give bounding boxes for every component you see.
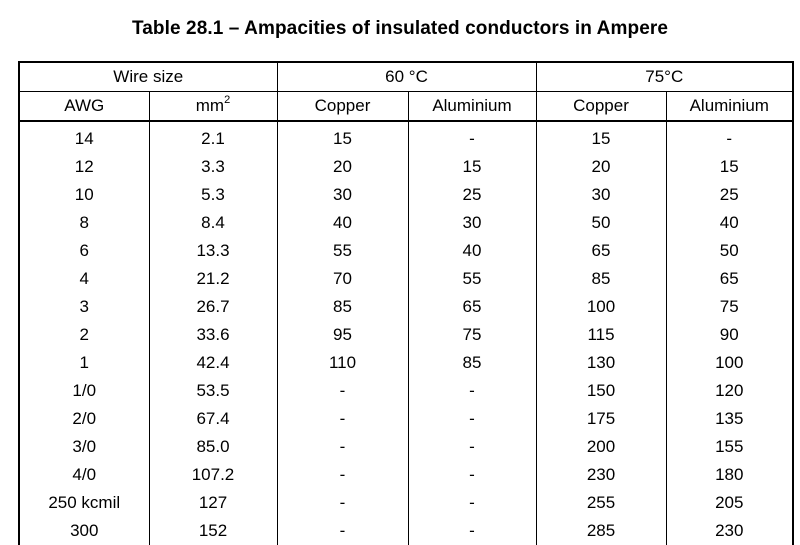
cell-aluminium-75: 100 [666, 349, 793, 377]
cell-awg: 6 [19, 237, 149, 265]
cell-copper-75: 130 [536, 349, 666, 377]
table-row [19, 489, 793, 517]
cell-awg: 3/0 [19, 433, 149, 461]
cell-aluminium-75: 75 [666, 293, 793, 321]
cell-copper-75: 255 [536, 489, 666, 517]
cell-copper-75: 85 [536, 265, 666, 293]
cell-copper-60: - [277, 489, 408, 517]
cell-mm2: 5.3 [149, 181, 277, 209]
cell-copper-60: - [277, 377, 408, 405]
cell-copper-60: - [277, 405, 408, 433]
cell-copper-75: 150 [536, 377, 666, 405]
table-row [19, 517, 793, 545]
cell-aluminium-60: 85 [408, 349, 536, 377]
header-sub-row [19, 92, 793, 122]
cell-aluminium-60: - [408, 517, 536, 545]
cell-mm2: 152 [149, 517, 277, 545]
header-copper-60: Copper [277, 92, 408, 122]
cell-mm2: 42.4 [149, 349, 277, 377]
cell-awg: 1/0 [19, 377, 149, 405]
cell-aluminium-75: 155 [666, 433, 793, 461]
header-mm2 [149, 92, 277, 122]
header-copper-75: Copper [536, 92, 666, 122]
cell-aluminium-75: - [666, 121, 793, 153]
cell-aluminium-60: 75 [408, 321, 536, 349]
header-mm2-base: mm [195, 96, 225, 115]
table-row [19, 321, 793, 349]
cell-awg: 12 [19, 153, 149, 181]
cell-aluminium-75: 15 [666, 153, 793, 181]
cell-copper-60: 55 [277, 237, 408, 265]
table-row [19, 405, 793, 433]
header-wire-size: Wire size [19, 62, 277, 92]
cell-mm2: 2.1 [149, 121, 277, 153]
header-group-row [19, 62, 793, 92]
cell-mm2: 3.3 [149, 153, 277, 181]
cell-mm2: 107.2 [149, 461, 277, 489]
cell-copper-75: 50 [536, 209, 666, 237]
cell-awg: 300 [19, 517, 149, 545]
cell-mm2: 8.4 [149, 209, 277, 237]
cell-copper-75: 200 [536, 433, 666, 461]
table-row [19, 265, 793, 293]
ampacity-table [18, 61, 794, 545]
table-row [19, 293, 793, 321]
table-row [19, 237, 793, 265]
cell-awg: 4/0 [19, 461, 149, 489]
cell-mm2: 13.3 [149, 237, 277, 265]
cell-aluminium-60: 25 [408, 181, 536, 209]
cell-copper-75: 230 [536, 461, 666, 489]
cell-copper-60: 30 [277, 181, 408, 209]
cell-awg: 8 [19, 209, 149, 237]
cell-aluminium-75: 205 [666, 489, 793, 517]
cell-copper-60: - [277, 433, 408, 461]
cell-copper-60: 95 [277, 321, 408, 349]
header-mm2-sup: 2 [224, 94, 231, 107]
cell-copper-60: 20 [277, 153, 408, 181]
cell-awg: 2 [19, 321, 149, 349]
cell-mm2: 26.7 [149, 293, 277, 321]
cell-aluminium-75: 65 [666, 265, 793, 293]
cell-aluminium-60: 30 [408, 209, 536, 237]
cell-awg: 14 [19, 121, 149, 153]
cell-copper-75: 20 [536, 153, 666, 181]
cell-copper-60: 70 [277, 265, 408, 293]
cell-copper-75: 30 [536, 181, 666, 209]
cell-mm2: 21.2 [149, 265, 277, 293]
cell-aluminium-75: 90 [666, 321, 793, 349]
table-row [19, 377, 793, 405]
header-60c: 60 °C [277, 62, 536, 92]
cell-aluminium-75: 135 [666, 405, 793, 433]
cell-copper-75: 65 [536, 237, 666, 265]
cell-mm2: 127 [149, 489, 277, 517]
cell-copper-75: 285 [536, 517, 666, 545]
header-75c: 75°C [536, 62, 793, 92]
cell-aluminium-60: 65 [408, 293, 536, 321]
cell-aluminium-60: - [408, 405, 536, 433]
cell-copper-60: - [277, 517, 408, 545]
cell-aluminium-75: 120 [666, 377, 793, 405]
cell-mm2: 53.5 [149, 377, 277, 405]
cell-aluminium-75: 180 [666, 461, 793, 489]
cell-aluminium-60: - [408, 489, 536, 517]
table-row [19, 121, 793, 153]
cell-copper-60: 110 [277, 349, 408, 377]
table-row [19, 349, 793, 377]
cell-copper-75: 115 [536, 321, 666, 349]
table-title: Table 28.1 – Ampacities of insulated conductors in Ampere [131, 18, 669, 39]
cell-aluminium-75: 230 [666, 517, 793, 545]
cell-aluminium-75: 25 [666, 181, 793, 209]
cell-copper-60: 40 [277, 209, 408, 237]
cell-copper-75: 175 [536, 405, 666, 433]
cell-aluminium-60: - [408, 433, 536, 461]
cell-copper-60: 15 [277, 121, 408, 153]
cell-mm2: 67.4 [149, 405, 277, 433]
cell-aluminium-60: 55 [408, 265, 536, 293]
header-aluminium-75: Aluminium [666, 92, 793, 122]
cell-awg: 1 [19, 349, 149, 377]
cell-aluminium-75: 50 [666, 237, 793, 265]
cell-awg: 10 [19, 181, 149, 209]
cell-copper-60: 85 [277, 293, 408, 321]
cell-awg: 4 [19, 265, 149, 293]
cell-awg: 3 [19, 293, 149, 321]
table-body [19, 121, 793, 545]
cell-aluminium-60: 15 [408, 153, 536, 181]
table-row [19, 181, 793, 209]
cell-awg: 250 kcmil [19, 489, 149, 517]
cell-mm2: 85.0 [149, 433, 277, 461]
header-aluminium-60: Aluminium [408, 92, 536, 122]
cell-aluminium-60: - [408, 121, 536, 153]
table-row [19, 209, 793, 237]
cell-aluminium-60: - [408, 461, 536, 489]
cell-aluminium-60: - [408, 377, 536, 405]
table-row [19, 153, 793, 181]
cell-copper-75: 15 [536, 121, 666, 153]
header-awg: AWG [19, 92, 149, 122]
cell-aluminium-75: 40 [666, 209, 793, 237]
table-row [19, 461, 793, 489]
cell-copper-75: 100 [536, 293, 666, 321]
cell-awg: 2/0 [19, 405, 149, 433]
cell-mm2: 33.6 [149, 321, 277, 349]
cell-aluminium-60: 40 [408, 237, 536, 265]
cell-copper-60: - [277, 461, 408, 489]
table-row [19, 433, 793, 461]
